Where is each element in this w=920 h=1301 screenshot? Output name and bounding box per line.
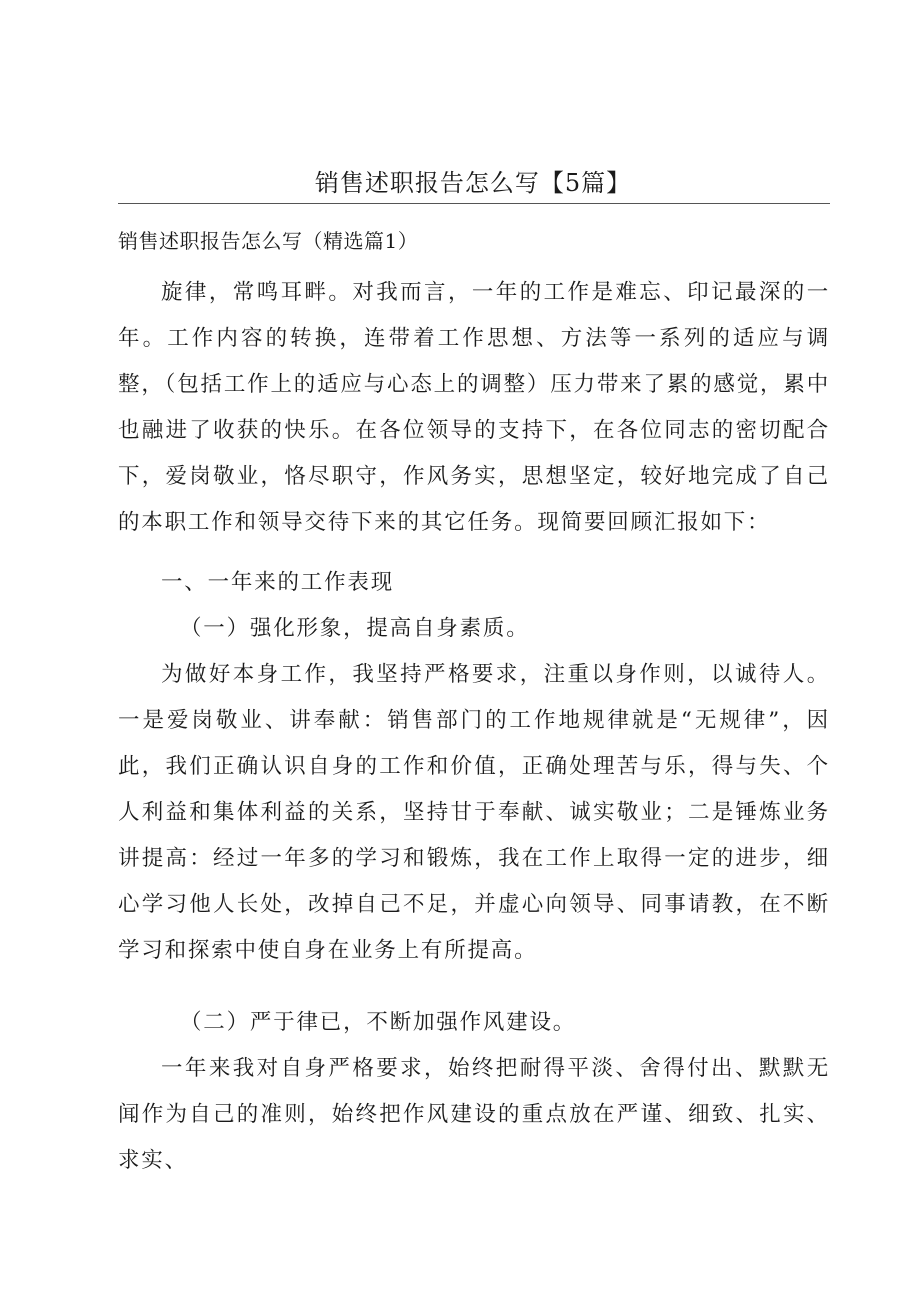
paragraph-self-requirements: 为做好本身工作，我坚持严格要求，注重以身作则，以诚待人。一是爱岗敬业、讲奉献：销售部门的工作地规律就是“无规律”，因此，我们正确认识自身的工作和价值，正确处理苦与乐，得与失、个人利益和集体利益的关系，坚持甘于奉献、诚实敬业；二是锤炼业务讲提高：经过一年多的学习和锻炼，我在工作上取得一定的进步，细心学习他人长处，改掉自己不足，并虚心向领导、同事请教，在不断学习和探索中使自身在业务上有所提高。 [118,662,830,963]
subheading-image-quality: （一）强化形象，提高自身素质。 [180,616,530,641]
section-heading: 销售述职报告怎么写（精选篇1） [118,229,419,253]
document-title: 销售述职报告怎么写【5篇】 [314,169,632,197]
paragraph-intro: 旋律，常鸣耳畔。对我而言，一年的工作是难忘、印记最深的一年。工作内容的转换，连带着工作思想、方法等一系列的适应与调整，（包括工作上的适应与心态上的调整）压力带来了累的感觉，累中也融进了收获的快乐。在各位领导的支持下，在各位同志的密切配合下，爱岗敬业，恪尽职守，作风务实，思想坚定，较好地完成了自己的本职工作和领导交待下来的其它任务。现简要回顾汇报如下： [118,280,830,535]
paragraph-work-style: 一年来我对自身严格要求，始终把耐得平淡、舍得付出、默默无闻作为自己的准则，始终把作风建设的重点放在严谨、细致、扎实、求实、 [118,1056,830,1173]
heading-work-performance: 一、一年来的工作表现 [161,570,395,595]
title-divider [118,203,830,204]
subheading-discipline: （二）严于律已，不断加强作风建设。 [180,1010,577,1035]
